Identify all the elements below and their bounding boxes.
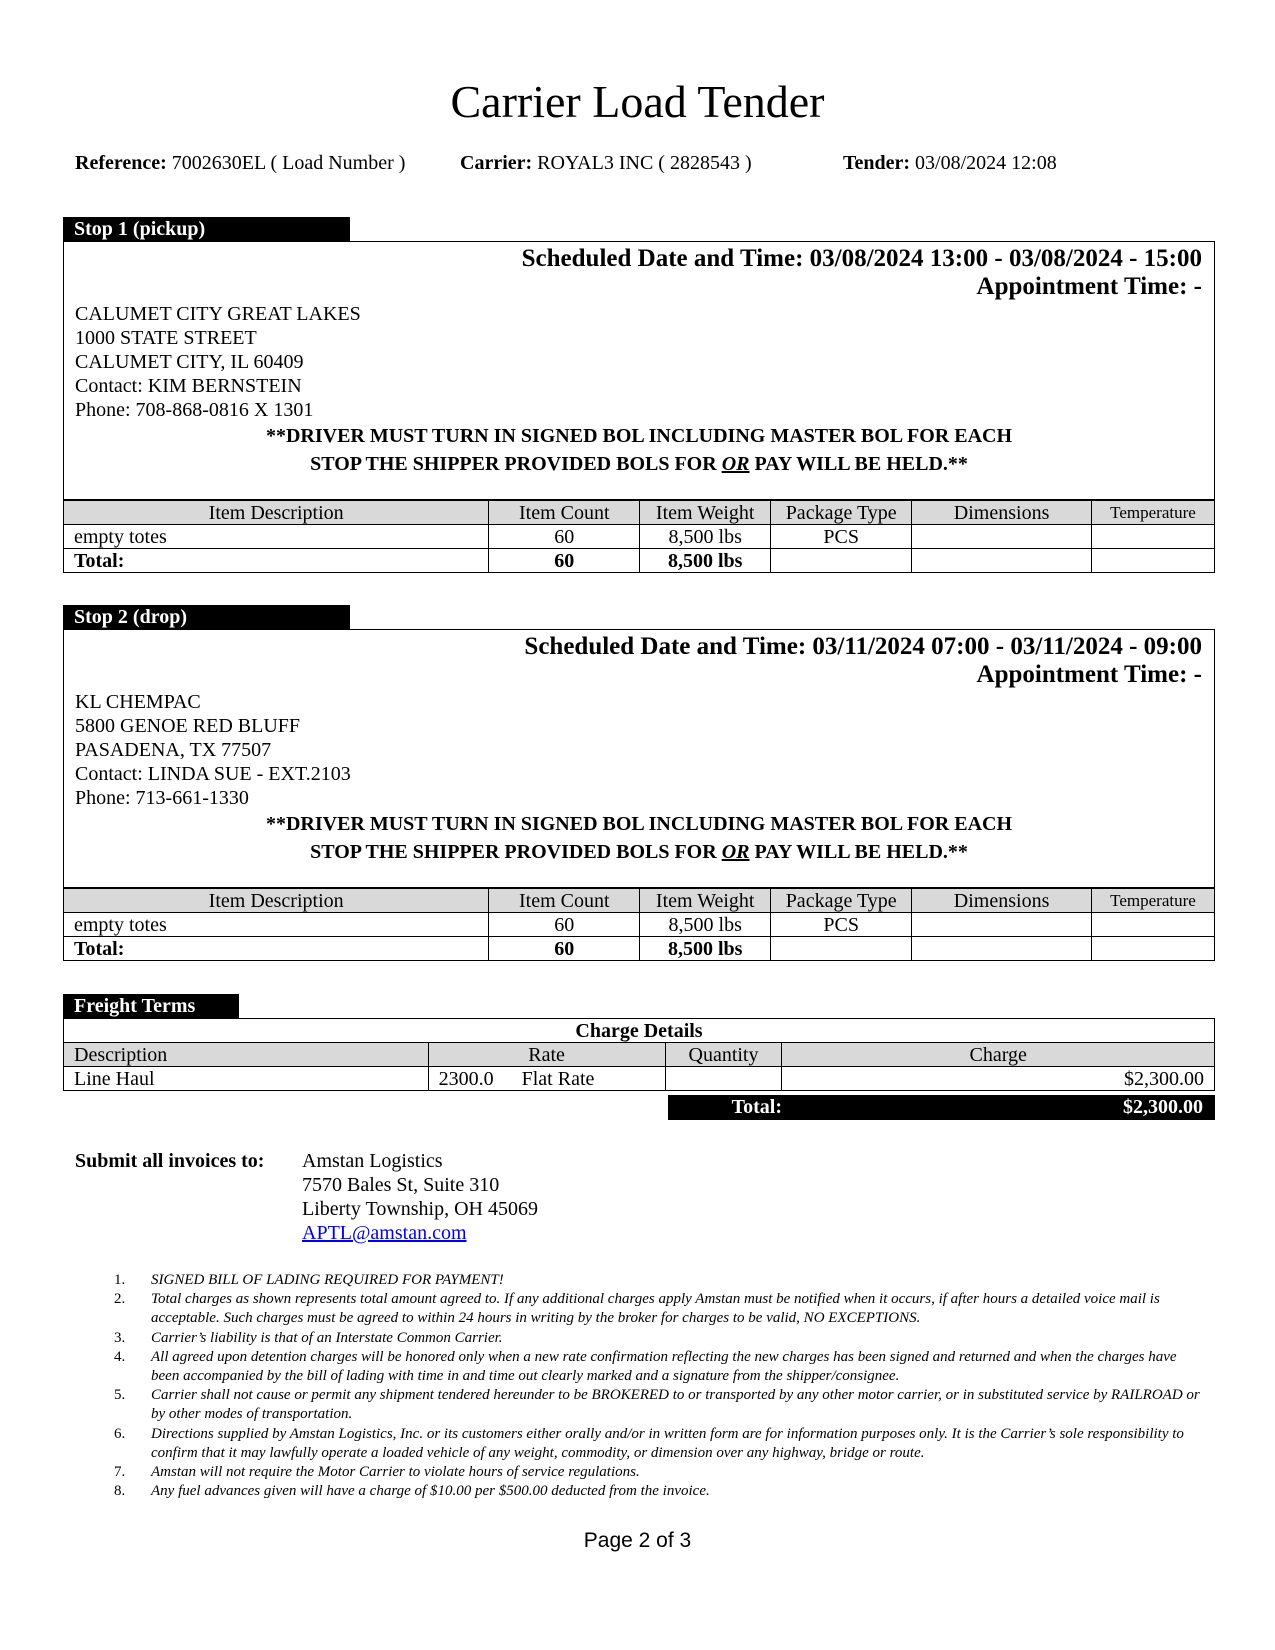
header-cell: Item Weight (640, 501, 771, 525)
temperature (1092, 913, 1215, 937)
notice-text: PAY WILL BE HELD.** (749, 453, 968, 475)
term-text: Total charges as shown represents total amount agreed to. If any additional charges apply Amstan must be notified when it occurs, if after hours a detailed voice mail is acceptable. Such charges must be agreed to within 24 hours in writing by the broker for charges to be valid, NO EXCEPTIONS. (151, 1291, 1160, 1327)
stop-2-driver-notice (64, 810, 1214, 866)
contact-line: Contact: KIM BERNSTEIN (75, 375, 302, 397)
table-header-row (64, 889, 1215, 913)
stop-1-scheduled-time: Scheduled Date and Time: 03/08/2024 13:00 - 03/08/2024 - 15:00 (521, 245, 1202, 272)
temperature (1092, 525, 1215, 549)
header-cell: Rate (428, 1043, 665, 1067)
stop-1-box (63, 241, 1215, 500)
rate-value: 2300.0 (438, 1067, 494, 1090)
charge-total-label: Total: (731, 1096, 782, 1118)
term-number: 3. (114, 1329, 126, 1346)
charge-total-bar (668, 1095, 1215, 1120)
notice-line: **DRIVER MUST TURN IN SIGNED BOL INCLUDING MASTER BOL FOR EACH (265, 813, 1013, 835)
stop-2-appointment-time: Appointment Time: - (976, 661, 1202, 688)
list-item (108, 1386, 1208, 1424)
header-cell: Item Weight (640, 889, 771, 913)
table-row (64, 1067, 1215, 1091)
total-weight: 8,500 lbs (640, 549, 771, 573)
notice-line (64, 450, 1214, 478)
invoice-line: Amstan Logistics (302, 1150, 443, 1172)
rate-type: Flat Rate (521, 1067, 595, 1090)
carrier-label: Carrier: (460, 152, 533, 174)
term-text: Carrier’s liability is that of an Interstate Common Carrier. (151, 1329, 503, 1346)
phone-line: Phone: 713-661-1330 (75, 787, 249, 809)
notice-line: **DRIVER MUST TURN IN SIGNED BOL INCLUDING MASTER BOL FOR EACH (265, 425, 1013, 447)
total-row (64, 937, 1215, 961)
stop-2-items-table (63, 888, 1215, 961)
address-line: KL CHEMPAC (75, 691, 201, 713)
empty-cell (1092, 937, 1215, 961)
stop-1-address (75, 302, 361, 422)
notice-text: STOP THE SHIPPER PROVIDED BOLS FOR (310, 453, 722, 475)
dimensions (912, 525, 1092, 549)
invoice-email-link[interactable]: APTL@amstan.com (302, 1222, 467, 1244)
total-label: Total: (64, 937, 489, 961)
term-number: 7. (114, 1464, 126, 1481)
tender-label: Tender: (843, 152, 911, 174)
table-row (64, 525, 1215, 549)
address-line: PASADENA, TX 77507 (75, 739, 272, 761)
invoice-address (302, 1149, 538, 1245)
header-cell: Package Type (771, 501, 912, 525)
list-item (108, 1271, 1208, 1290)
invoice-line: Liberty Township, OH 45069 (302, 1198, 538, 1220)
total-row (64, 549, 1215, 573)
charge-caption: Charge Details (64, 1019, 1215, 1043)
header-cell: Description (64, 1043, 429, 1067)
term-text: Carrier shall not cause or permit any shipment tendered hereunder to be BROKERED to or transported by any other motor carrier, or in substituted service by RAILROAD or by other modes of transportation. (151, 1387, 1200, 1423)
address-line: 5800 GENOE RED BLUFF (75, 715, 301, 737)
charge-total-value: $2,300.00 (1123, 1096, 1203, 1118)
item-count: 60 (489, 525, 640, 549)
term-text: Amstan will not require the Motor Carrier to violate hours of service regulations. (151, 1464, 640, 1481)
total-count: 60 (489, 937, 640, 961)
empty-cell (912, 937, 1092, 961)
dimensions (912, 913, 1092, 937)
notice-text: STOP THE SHIPPER PROVIDED BOLS FOR (310, 841, 722, 863)
item-count: 60 (489, 913, 640, 937)
total-weight: 8,500 lbs (640, 937, 771, 961)
term-number: 1. (114, 1272, 126, 1288)
term-number: 5. (114, 1387, 126, 1404)
notice-text: PAY WILL BE HELD.** (749, 841, 968, 863)
charge-details-table (63, 1018, 1215, 1091)
empty-cell (771, 549, 912, 573)
empty-cell (912, 549, 1092, 573)
header-cell: Item Count (489, 889, 640, 913)
list-item (108, 1463, 1208, 1482)
item-weight: 8,500 lbs (640, 525, 771, 549)
notice-line (64, 838, 1214, 866)
header-cell: Dimensions (912, 889, 1092, 913)
stop-2-tab: Stop 2 (drop) (63, 605, 350, 629)
list-item (108, 1482, 1208, 1501)
term-number: 8. (114, 1483, 126, 1500)
invoice-line: 7570 Bales St, Suite 310 (302, 1174, 500, 1196)
stop-2-scheduled-time: Scheduled Date and Time: 03/11/2024 07:00 - 03/11/2024 - 09:00 (524, 633, 1202, 660)
package-type: PCS (771, 525, 912, 549)
table-header-row (64, 501, 1215, 525)
phone-line: Phone: 708-868-0816 X 1301 (75, 399, 314, 421)
stop-2-box (63, 629, 1215, 888)
total-count: 60 (489, 549, 640, 573)
list-item (108, 1329, 1208, 1348)
package-type: PCS (771, 913, 912, 937)
stop-2-address (75, 690, 351, 810)
header-cell: Charge (782, 1043, 1215, 1067)
header-cell: Item Description (64, 501, 489, 525)
notice-or: OR (721, 453, 750, 475)
list-item (108, 1425, 1208, 1463)
term-text: All agreed upon detention charges will be honored only when a new rate confirmation reflecting the new charges has been signed and returned and when the charges have been accompanied by the bill of lading with time in and time out clearly marked and a signature from the shipper/consignee. (151, 1348, 1177, 1385)
header-cell: Dimensions (912, 501, 1092, 525)
empty-cell (771, 937, 912, 961)
header-cell: Temperature (1092, 501, 1215, 525)
term-text: Any fuel advances given will have a charge of $10.00 per $500.00 deducted from the invoice. (151, 1483, 710, 1500)
tender-field (843, 150, 1057, 176)
freight-terms-tab: Freight Terms (63, 994, 239, 1018)
tender-value: 03/08/2024 12:08 (915, 152, 1057, 174)
charge-caption-row (64, 1019, 1215, 1043)
term-text: SIGNED BILL OF LADING REQUIRED FOR PAYMENT! (151, 1272, 504, 1288)
carrier-value: ROYAL3 INC ( 2828543 ) (537, 152, 752, 174)
address-line: CALUMET CITY GREAT LAKES (75, 303, 361, 325)
header-cell: Package Type (771, 889, 912, 913)
term-text: Directions supplied by Amstan Logistics, Inc. or its customers either orally and/or in written form are for information purposes only. It is the Carrier’s sole responsibility to confirm that it may lawfully operate a loaded vehicle of any weight, commodity, or dimension over any highway, bridge or route. (151, 1425, 1184, 1461)
address-line: 1000 STATE STREET (75, 327, 257, 349)
charge-amount: $2,300.00 (782, 1067, 1215, 1091)
term-number: 4. (114, 1348, 126, 1365)
total-label: Total: (64, 549, 489, 573)
carrier-field (460, 150, 752, 176)
contact-line: Contact: LINDA SUE - EXT.2103 (75, 763, 351, 785)
reference-value: 7002630EL ( Load Number ) (171, 152, 406, 174)
empty-cell (1092, 549, 1215, 573)
charge-quantity (665, 1067, 782, 1091)
list-item (108, 1348, 1208, 1386)
invoice-label: Submit all invoices to: (75, 1150, 265, 1172)
stop-1-items-table (63, 500, 1215, 573)
item-description: empty totes (64, 525, 489, 549)
reference-label: Reference: (75, 152, 167, 174)
reference-field (75, 150, 405, 176)
charge-rate (428, 1067, 665, 1091)
item-weight: 8,500 lbs (640, 913, 771, 937)
term-number: 2. (114, 1291, 126, 1308)
stop-1-appointment-time: Appointment Time: - (976, 273, 1202, 300)
header-cell: Item Description (64, 889, 489, 913)
item-description: empty totes (64, 913, 489, 937)
charge-description: Line Haul (64, 1067, 429, 1091)
header-cell: Quantity (665, 1043, 782, 1067)
stop-1-tab: Stop 1 (pickup) (63, 217, 350, 241)
table-row (64, 913, 1215, 937)
list-item (108, 1290, 1208, 1328)
term-number: 6. (114, 1425, 126, 1442)
stop-1-driver-notice (64, 422, 1214, 478)
page-number: Page 2 of 3 (583, 1529, 692, 1552)
page-title: Carrier Load Tender (450, 76, 825, 127)
terms-list (108, 1271, 1208, 1501)
table-header-row (64, 1043, 1215, 1067)
header-cell: Temperature (1092, 889, 1215, 913)
header-cell: Item Count (489, 501, 640, 525)
notice-or: OR (721, 841, 750, 863)
address-line: CALUMET CITY, IL 60409 (75, 351, 304, 373)
